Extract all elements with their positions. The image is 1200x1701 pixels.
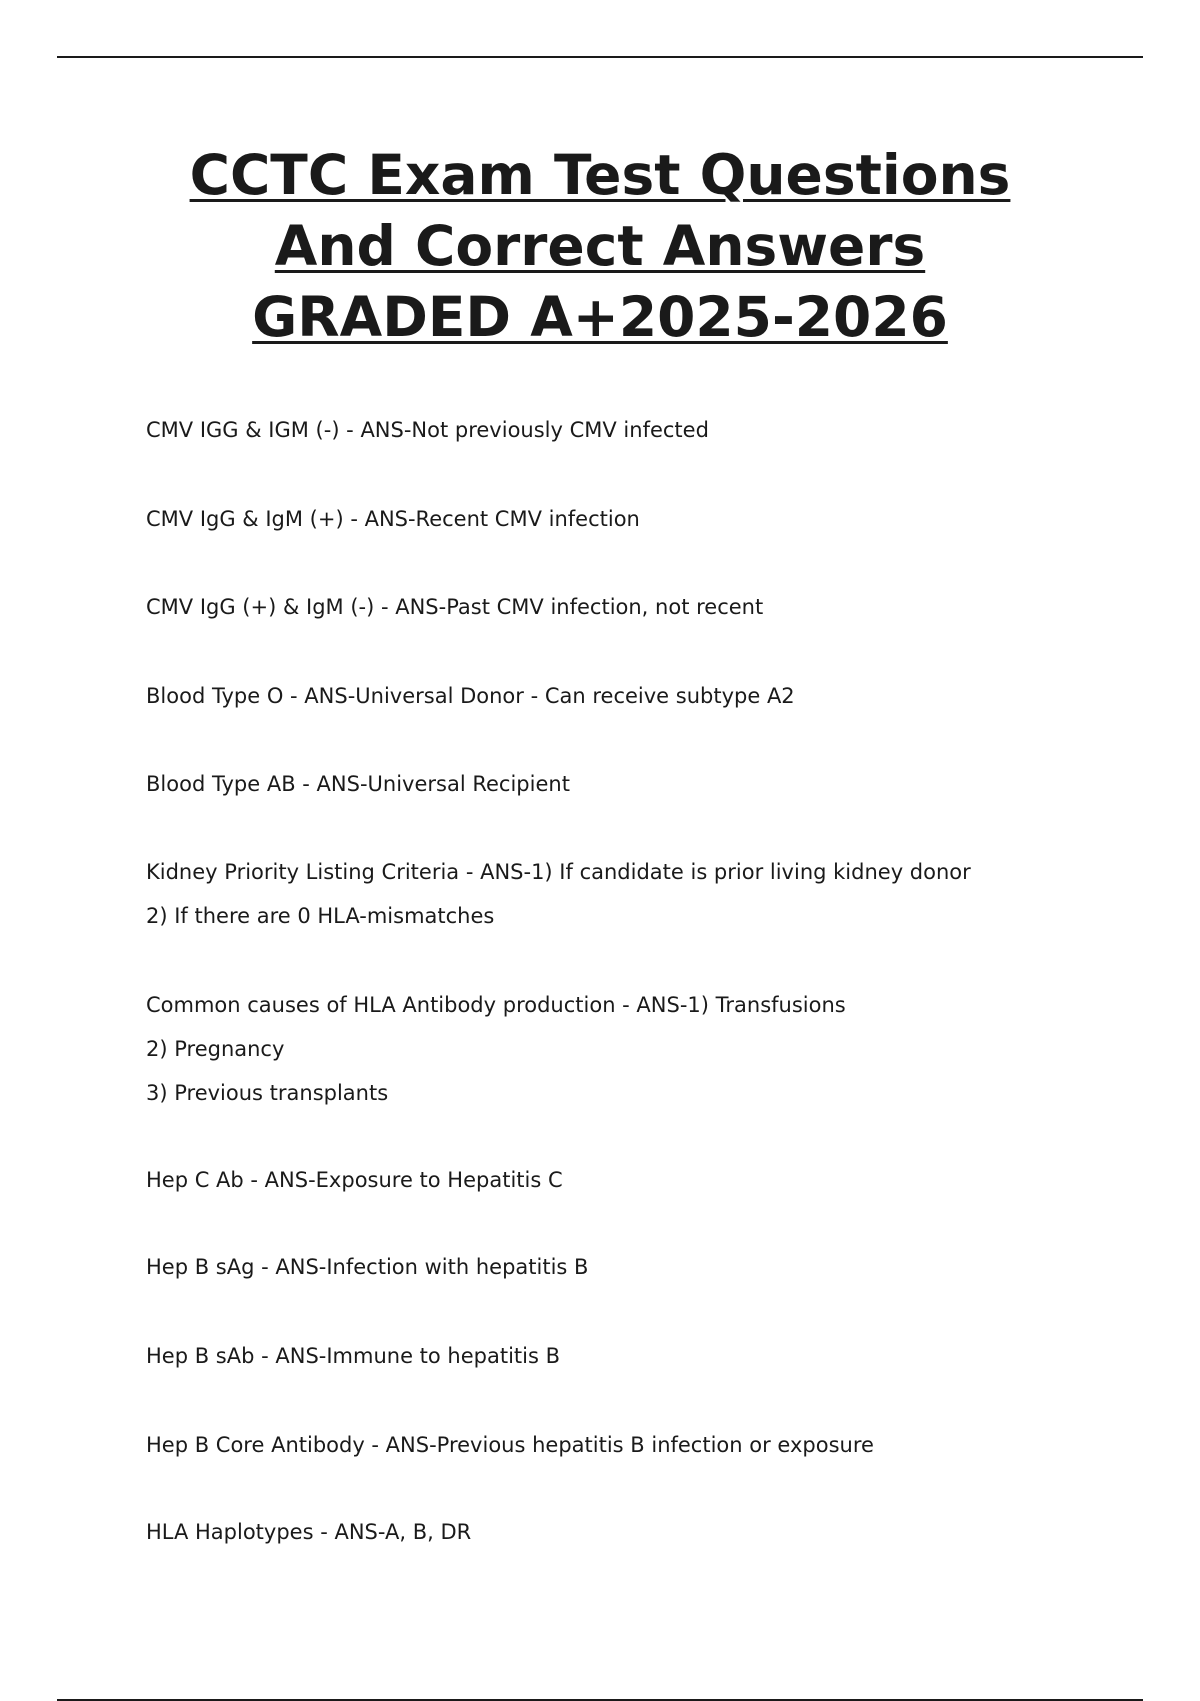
qa-item xyxy=(146,408,1146,452)
qa-item xyxy=(146,762,1146,806)
qa-line: Hep B sAg - ANS-Infection with hepatitis B xyxy=(146,1255,589,1279)
qa-item xyxy=(146,1158,1146,1202)
qa-line: Hep C Ab - ANS-Exposure to Hepatitis C xyxy=(146,1168,563,1192)
qa-line: Blood Type AB - ANS-Universal Recipient xyxy=(146,772,570,796)
title-line-1: CCTC Exam Test Questions xyxy=(189,143,1011,207)
qa-item xyxy=(146,585,1146,629)
title-line-3: GRADED A+2025-2026 xyxy=(252,285,948,349)
qa-line: Hep B Core Antibody - ANS-Previous hepatitis B infection or exposure xyxy=(146,1433,874,1457)
qa-line: CMV IGG & IGM (-) - ANS-Not previously CMV infected xyxy=(146,418,709,442)
qa-line: Blood Type O - ANS-Universal Donor - Can receive subtype A2 xyxy=(146,684,795,708)
qa-line: Common causes of HLA Antibody production - ANS-1) Transfusions xyxy=(146,993,846,1017)
qa-item xyxy=(146,1510,1146,1554)
qa-item xyxy=(146,1245,1146,1289)
qa-line: 2) Pregnancy xyxy=(146,1037,285,1061)
top-rule xyxy=(57,56,1143,58)
document-title xyxy=(100,140,1100,353)
qa-item xyxy=(146,497,1146,541)
qa-line: CMV IgG (+) & IgM (-) - ANS-Past CMV infection, not recent xyxy=(146,595,764,619)
qa-item xyxy=(146,1423,1146,1467)
qa-item xyxy=(146,674,1146,718)
qa-line: 2) If there are 0 HLA-mismatches xyxy=(146,904,495,928)
qa-item xyxy=(146,983,1146,1115)
qa-line: 3) Previous transplants xyxy=(146,1081,389,1105)
qa-line: CMV IgG & IgM (+) - ANS-Recent CMV infection xyxy=(146,507,640,531)
qa-line: HLA Haplotypes - ANS-A, B, DR xyxy=(146,1520,472,1544)
qa-item xyxy=(146,850,1146,938)
qa-line: Kidney Priority Listing Criteria - ANS-1) If candidate is prior living kidney donor xyxy=(146,860,971,884)
qa-item xyxy=(146,1334,1146,1378)
qa-line: Hep B sAb - ANS-Immune to hepatitis B xyxy=(146,1344,561,1368)
title-line-2: And Correct Answers xyxy=(274,214,926,278)
